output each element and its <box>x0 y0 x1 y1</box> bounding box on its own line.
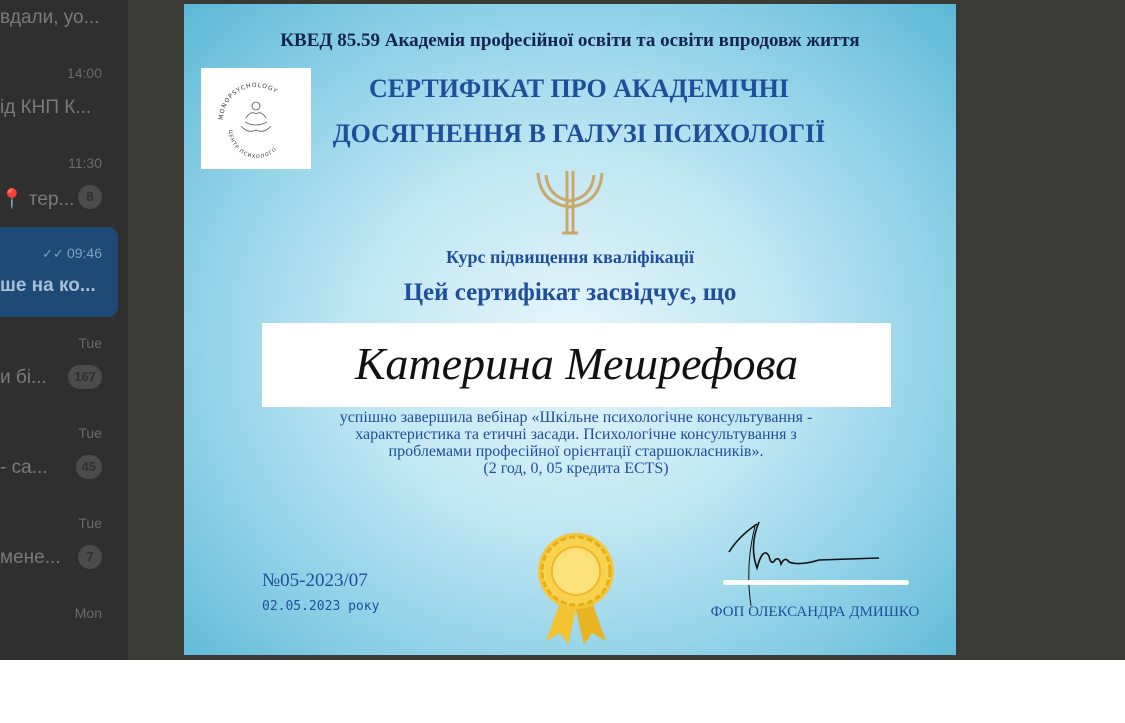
course-description: успішно завершила вебінар «Шкільне психологічне консультування - характеристика та етичні засади. Психологічне консультування з проблемами професійної орієнтації старшокласників». (2 год, 0, 05 кредита ECTS) <box>339 409 813 477</box>
unread-badge: 45 <box>76 455 102 479</box>
chat-snippet: вдали, уо... <box>0 7 100 28</box>
chat-item[interactable] <box>0 130 128 220</box>
chat-time: Tue <box>78 425 102 441</box>
psi-symbol-icon <box>534 169 606 237</box>
chat-snippet: ід КНП К... <box>0 97 92 118</box>
certificate-image[interactable] <box>184 4 956 655</box>
chat-snippet: мене... <box>0 547 61 568</box>
chat-time: Tue <box>78 515 102 531</box>
recipient-name-box <box>262 323 891 407</box>
course-label: Курс підвищення кваліфікації <box>445 247 695 267</box>
chat-list <box>0 0 128 660</box>
signature-icon <box>719 516 919 611</box>
certificate-number: №05-2023/07 <box>262 570 368 591</box>
logo-text-top: MONOPSYCHOLOGY <box>217 81 279 121</box>
chat-time: Mon <box>74 605 102 621</box>
chat-item[interactable] <box>0 40 128 130</box>
chat-snippet: ше на ко... <box>0 275 96 296</box>
chat-snippet: и бі... <box>0 367 47 388</box>
logo-text-bottom: ЦЕНТР ПСИХОЛОГІЇ <box>226 129 279 161</box>
chat-item[interactable] <box>0 490 128 580</box>
recipient-name: Катерина Мешрефова <box>354 338 799 389</box>
unread-badge: 7 <box>78 545 102 569</box>
certificate-date: 02.05.2023 року <box>262 599 380 614</box>
chat-time: 14:00 <box>66 65 102 81</box>
chat-snippet: 📍 тер... <box>0 189 75 210</box>
chat-item-active[interactable] <box>0 227 118 317</box>
unread-badge: 167 <box>68 365 102 389</box>
chat-time: 11:30 <box>68 155 102 171</box>
read-ticks-icon: ✓✓ <box>42 246 64 261</box>
svg-text:ЦЕНТР ПСИХОЛОГІЇ <box>227 130 279 160</box>
award-ribbon-icon <box>534 529 618 645</box>
chat-item[interactable] <box>0 580 128 660</box>
unread-badge: 8 <box>78 185 102 209</box>
signer-name: ФОП ОЛЕКСАНДРА ДМИШКО <box>710 604 920 620</box>
certifies-heading: Цей сертифікат засвідчує, що <box>403 279 737 306</box>
chat-time: Tue <box>78 335 102 351</box>
chat-time: ✓✓ 09:46 <box>42 245 102 261</box>
chat-item[interactable] <box>0 310 128 400</box>
certificate-title-line2: ДОСЯГНЕННЯ В ГАЛУЗІ ПСИХОЛОГІЇ <box>332 119 826 148</box>
chat-item[interactable] <box>0 400 128 490</box>
chat-snippet: - са... <box>0 457 48 478</box>
kved-header: КВЕД 85.59 Академія професійної освіти та освіти впродовж життя <box>280 30 860 51</box>
certificate-title-line1: СЕРТИФІКАТ ПРО АКАДЕМІЧНІ <box>369 74 789 103</box>
chat-item[interactable] <box>0 0 128 40</box>
monopsychology-logo <box>201 68 311 169</box>
